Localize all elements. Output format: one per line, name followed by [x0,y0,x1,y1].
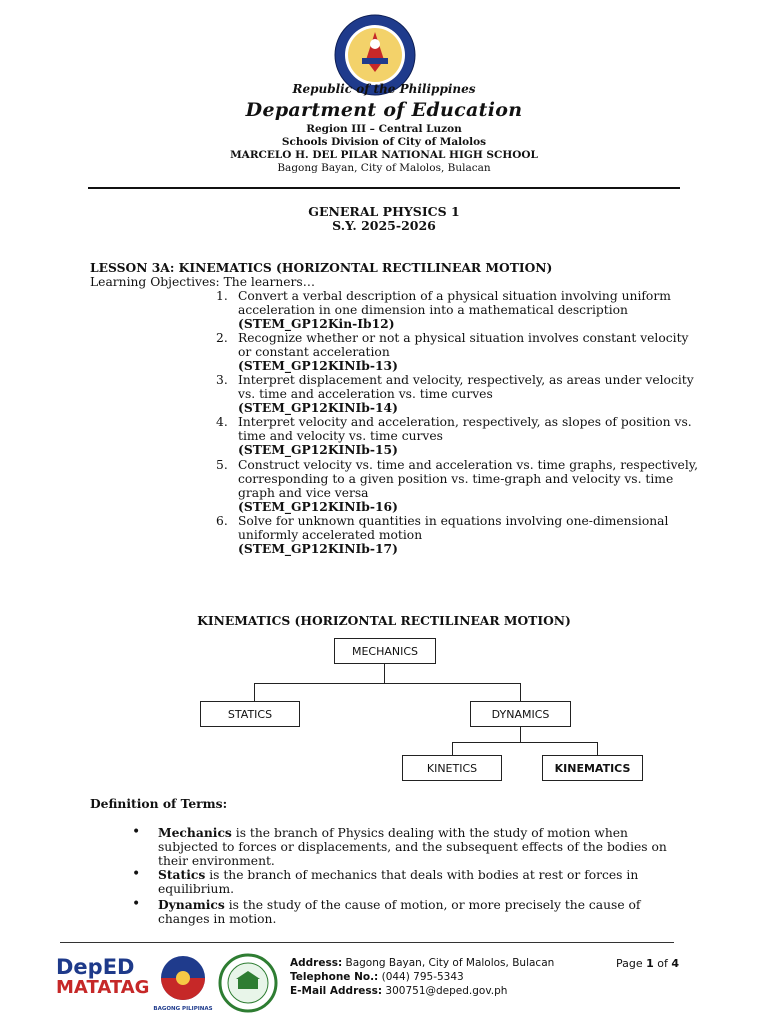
objective-item-1 [216,289,698,331]
objective-number: 5. [216,458,228,472]
definition-term: Statics [158,867,206,882]
objective-number: 1. [216,289,228,303]
objective-number: 3. [216,373,228,387]
footer-telephone [290,971,464,983]
definition-term: Mechanics [158,825,232,840]
page-current: 1 [646,957,654,970]
definition-item-mechanics [158,826,688,868]
connector-line [520,727,521,742]
connector-line [520,683,521,701]
mechanics-box: MECHANICS [334,638,436,664]
objective-item-2 [216,331,698,373]
republic-heading: Republic of the Philippines [292,82,476,96]
objective-item-3 [216,373,698,415]
deped-matatag-logo [56,955,150,1012]
matatag-logo-text: MATATAG [56,977,150,998]
objective-code: (STEM_GP12KINIb-17) [238,541,398,556]
telephone-value: (044) 795-5343 [378,971,464,983]
objective-text: Solve for unknown quantities in equations involving one-dimensional uniformly accelerated motion [238,514,669,542]
bullet-icon: • [132,866,141,882]
definition-item-statics [158,868,688,896]
email-label: E-Mail Address: [290,985,383,997]
page-of: of [653,957,672,970]
diagram-title: KINEMATICS (HORIZONTAL RECTILINEAR MOTION) [197,613,571,628]
deped-logo-text: DepED [56,955,135,979]
objective-code: (STEM_GP12KINIb-14) [238,400,398,415]
footer-email [290,985,507,997]
objective-text: Convert a verbal description of a physical situation involving uniform acceleration in one dimension into a mathematical description [238,289,671,317]
objective-item-6 [216,514,698,556]
lesson-title: LESSON 3A: KINEMATICS (HORIZONTAL RECTILINEAR MOTION) [90,260,553,275]
definition-term: Dynamics [158,897,225,912]
objective-item-4 [216,415,698,457]
address-label: Address: [290,957,343,969]
definition-item-dynamics [158,898,688,926]
bagong-pilipinas-logo [152,954,214,1014]
objective-number: 4. [216,415,228,429]
department-heading: Department of Education [245,99,523,121]
telephone-label: Telephone No.: [290,971,379,983]
statics-box: STATICS [200,701,300,727]
footer-address [290,957,554,969]
objective-code: (STEM_GP12KINIb-15) [238,442,398,457]
school-name: MARCELO H. DEL PILAR NATIONAL HIGH SCHOOL [230,149,538,161]
connector-line [254,683,520,684]
bullet-icon: • [132,824,141,840]
philippine-flag-icon [152,954,214,1002]
connector-line [254,683,255,701]
objective-text: Recognize whether or not a physical situation involves constant velocity or constant acceleration [238,331,689,359]
objective-number: 6. [216,514,228,528]
connector-line [597,742,598,755]
course-title: GENERAL PHYSICS 1 [308,204,460,219]
definition-text: is the study of the cause of motion, or more precisely the cause of changes in motion. [158,898,641,926]
objective-text: Construct velocity vs. time and acceleration vs. time graphs, respectively, corresponding to a given position vs. time-graph and velocity vs. time graph and vice versa [238,458,698,500]
objective-number: 2. [216,331,228,345]
footer-divider [60,942,674,943]
page-prefix: Page [616,957,647,970]
connector-line [452,742,453,755]
connector-line [384,664,385,683]
school-seal-logo [218,953,278,1013]
definition-text: is the branch of mechanics that deals with bodies at rest or forces in equilibrium. [158,868,639,896]
objective-text: Interpret displacement and velocity, respectively, as areas under velocity vs. time and acceleration vs. time curves [238,373,694,401]
connector-line [452,742,597,743]
page-total: 4 [671,957,680,970]
objective-code: (STEM_GP12KINIb-13) [238,358,398,373]
bagong-pilipinas-text: BAGONG PILIPINAS [153,1006,213,1012]
email-value: 300751@deped.gov.ph [382,985,508,997]
objectives-intro: Learning Objectives: The learners… [90,275,316,289]
address-value: Bagong Bayan, City of Malolos, Bulacan [342,957,555,969]
objective-code: (STEM_GP12Kin-Ib12) [238,316,395,331]
header-divider [88,187,680,189]
kinematics-box: KINEMATICS [542,755,643,781]
objective-code: (STEM_GP12KINIb-16) [238,499,398,514]
school-year: S.Y. 2025-2026 [332,218,436,233]
kinetics-box: KINETICS [402,755,502,781]
school-location: Bagong Bayan, City of Malolos, Bulacan [277,162,491,174]
dynamics-box: DYNAMICS [470,701,571,727]
page-number [616,957,679,970]
bullet-icon: • [132,896,141,912]
objective-text: Interpret velocity and acceleration, respectively, as slopes of position vs. time and velocity vs. time curves [238,415,692,443]
definition-text: is the branch of Physics dealing with the study of motion when subjected to forces or displacements, and the subsequent effects of the bodies on their environment. [158,826,667,868]
objective-item-5 [216,458,698,514]
region-line: Region III – Central Luzon [306,123,462,135]
division-line: Schools Division of City of Malolos [281,136,487,148]
definitions-heading: Definition of Terms: [90,796,228,811]
